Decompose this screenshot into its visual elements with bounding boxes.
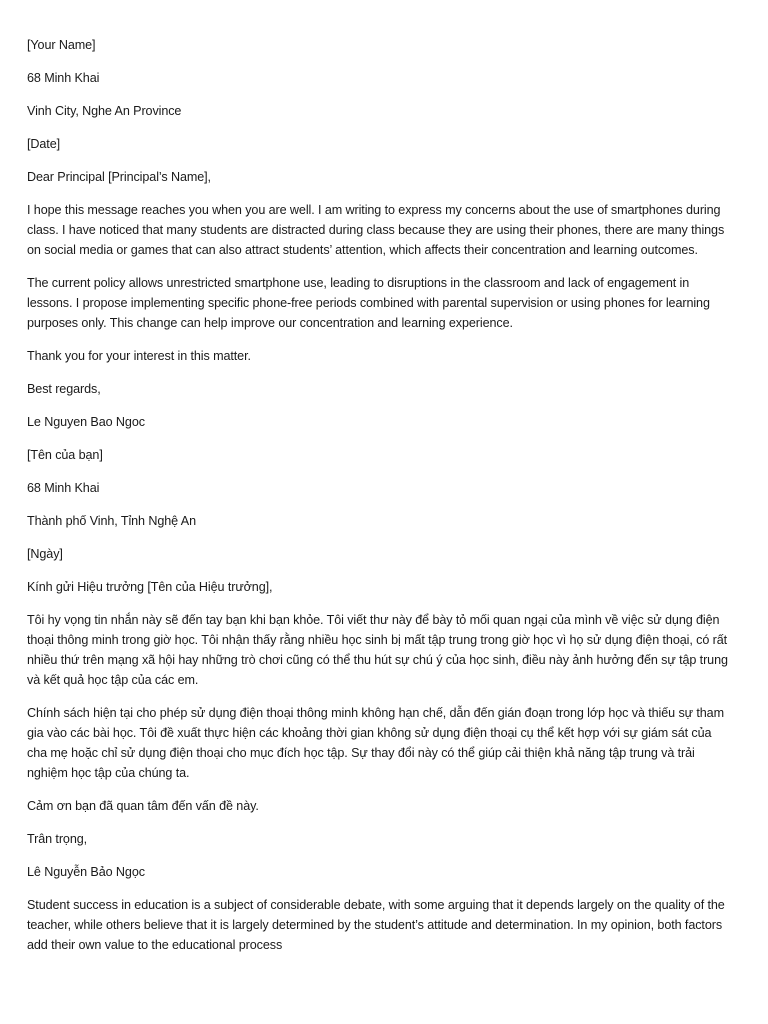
- vi-body-paragraph-concerns: Tôi hy vọng tin nhắn này sẽ đến tay bạn khi bạn khỏe. Tôi viết thư này để bày tỏ mối quan ngại của mình về việc sử dụng điện thoại thông minh trong giờ học. Tôi nhận thấy rằng nhiều học sinh bị mất tập trung trong giờ học vì họ sử dụng điện thoại, có rất nhiều thứ trên mạng xã hội hay những trò chơi cũng có thể thu hút sự chú ý của học sinh, điều này ảnh hưởng đến sự tập trung và kết quả học tập của các em.: [27, 613, 728, 687]
- thank-you-line: Thank you for your interest in this matter.: [27, 349, 251, 363]
- vi-sender-name-placeholder: [Tên của bạn]: [27, 448, 103, 462]
- date-placeholder: [Date]: [27, 137, 60, 151]
- sender-street-address: 68 Minh Khai: [27, 71, 100, 85]
- closing: Best regards,: [27, 382, 101, 396]
- body-paragraph-concerns: I hope this message reaches you when you are well. I am writing to express my concerns about the use of smartphones during class. I have noticed that many students are distracted during class because they are using their phones, there are many things on social media or games that can also attract students’ attention, which affects their concentration and learning outcomes.: [27, 203, 725, 257]
- sender-name-placeholder: [Your Name]: [27, 38, 96, 52]
- body-paragraph-proposal: The current policy allows unrestricted smartphone use, leading to disruptions in the classroom and lack of engagement in lessons. I propose implementing specific phone-free periods combined with parental supervision or using phones for learning purposes only. This change can help improve our concentration and learning experience.: [27, 276, 710, 330]
- vi-date-placeholder: [Ngày]: [27, 547, 63, 561]
- salutation: Dear Principal [Principal’s Name],: [27, 170, 211, 184]
- vi-sender-city-province: Thành phố Vinh, Tỉnh Nghệ An: [27, 514, 196, 528]
- vi-signature-name: Lê Nguyễn Bảo Ngọc: [27, 865, 145, 879]
- vi-body-paragraph-proposal: Chính sách hiện tại cho phép sử dụng điện thoại thông minh không hạn chế, dẫn đến gián đoạn trong lớp học và thiếu sự tham gia vào các bài học. Tôi đề xuất thực hiện các khoảng thời gian không sử dụng điện thoại cụ thể kết hợp với sự giám sát của cha mẹ hoặc chỉ sử dụng điện thoại cho mục đích học tập. Sự thay đổi này có thể giúp cải thiện khả năng tập trung và trải nghiệm học tập của chúng ta.: [27, 706, 724, 780]
- vi-sender-street-address: 68 Minh Khai: [27, 481, 100, 495]
- vi-closing: Trân trọng,: [27, 832, 88, 846]
- sender-city-province: Vinh City, Nghe An Province: [27, 104, 182, 118]
- essay-paragraph: Student success in education is a subject of considerable debate, with some arguing that it depends largely on the quality of the teacher, while others believe that it is largely determined by the student’s attitude and determination. In my opinion, both factors add their own value to the educational process: [27, 898, 725, 952]
- vi-thank-you-line: Cảm ơn bạn đã quan tâm đến vấn đề này.: [27, 799, 259, 813]
- signature-name: Le Nguyen Bao Ngoc: [27, 415, 145, 429]
- vi-salutation: Kính gửi Hiệu trưởng [Tên của Hiệu trưởng],: [27, 580, 273, 594]
